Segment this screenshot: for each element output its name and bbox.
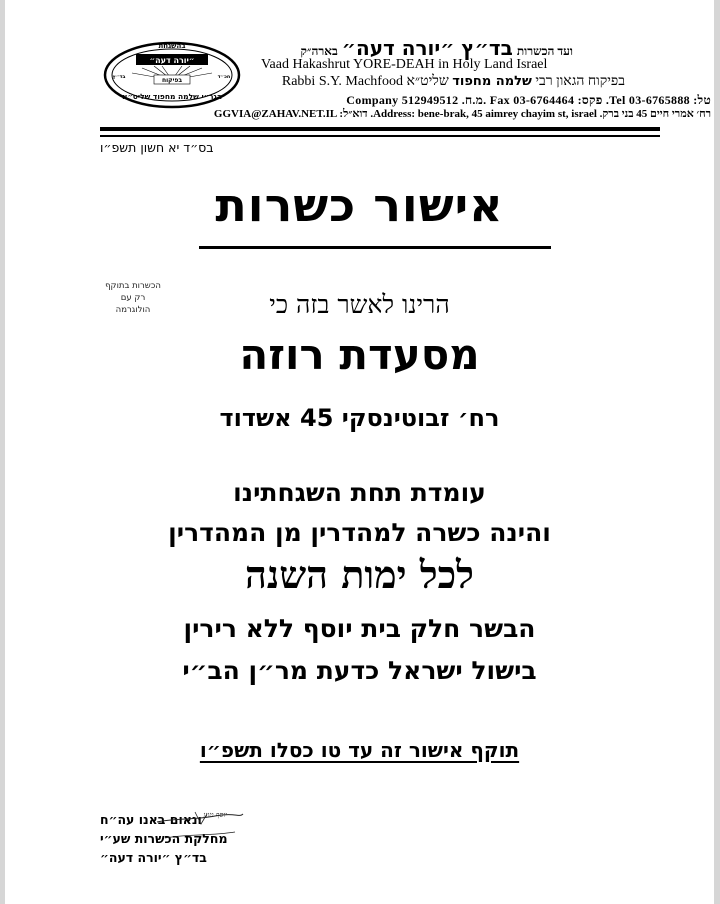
- rabbi-english-name: Rabbi S.Y. Machfood: [281, 74, 403, 89]
- rabbi-title: שליט״א: [406, 74, 449, 89]
- hologram-note-line: רק עם: [120, 293, 146, 303]
- handwritten-signature: [155, 808, 245, 842]
- certificate-page: [5, 0, 714, 904]
- supervision-prefix: בפיקוח הגאון רבי: [535, 74, 625, 89]
- svg-text:הגר״י שלמה מחפוד שליט״א: הגר״י שלמה מחפוד שליט״א: [122, 92, 222, 101]
- svg-text:יוסף טוגן: יוסף טוגן: [203, 811, 227, 819]
- supervision-line: [245, 74, 625, 90]
- svg-text:בפיקוח: בפיקוח: [162, 77, 182, 84]
- svg-text:חכ״ד: חכ״ד: [217, 74, 231, 80]
- organization-english-name: Vaad Hakashrut YORE-DEAH in Holy Land Israel: [261, 57, 548, 72]
- signature-line: ונאום באנו עה״ח: [100, 812, 202, 827]
- org-prefix: ועד הכשרות: [516, 44, 573, 58]
- meat-note: הבשר חלק בית יוסף ללא רירין: [183, 614, 536, 643]
- rabbi-hebrew-name: שלמה מחפוד: [452, 74, 532, 89]
- hologram-note-line: הכשרות בתוקף: [105, 281, 161, 291]
- viewer-scrollbar[interactable]: [714, 0, 720, 904]
- org-suffix: בארה״ק: [300, 44, 338, 58]
- bishul-note: בישול ישראל כדעת מר״ן הב״י: [182, 656, 537, 685]
- svg-text:בהשגחת: בהשגחת: [158, 42, 186, 50]
- business-address: רח׳ זבוטינסקי 45 אשדוד: [219, 404, 500, 432]
- hebrew-date: בס״ד יא חשון תשפ״ו: [100, 140, 214, 155]
- header-divider-thin: [100, 135, 660, 137]
- header-divider-thick: [100, 127, 660, 131]
- certificate-title: אישור כשרות: [215, 178, 504, 232]
- business-name: מסעדת רוזה: [239, 330, 480, 379]
- kashrut-seal-logo: [102, 40, 242, 110]
- under-supervision-text: עומדת תחת השגחתינו: [233, 478, 486, 507]
- company-contact-line: Company 512949512 .מ.ח. Fax 03-6764464 :פקס .Tel 03-6765888 :טל: [346, 93, 711, 107]
- address-email-line: GGVIA@ZAHAV.NET.IL :דוא״ל .Address: bene-brak, 45 aimrey chayim st, israel .רח׳ אמרי חיים 45 בני ברק: [213, 108, 711, 120]
- title-underline: [199, 246, 551, 249]
- signature-line: בד״ץ ״יורה דעה״: [100, 850, 207, 865]
- signature-line: מחלקת הכשרות שע״י: [100, 831, 228, 846]
- svg-text:בד״ץ: בד״ץ: [112, 74, 126, 80]
- svg-text:״יורה דעה״: ״יורה דעה״: [149, 56, 195, 65]
- all-year-text: לכל ימות השנה: [245, 552, 474, 597]
- hologram-note-line: הולוגרמה: [115, 305, 151, 315]
- org-name: בד״ץ ״יורה דעה״: [341, 36, 513, 60]
- validity-date: תוקף אישור זה עד טו כסלו תשפ״ו: [199, 738, 520, 762]
- kosher-level-text: והינה כשרה למהדרין מן המהדרין: [168, 518, 551, 547]
- hereby-certify-text: הרינו לאשר בזה כי: [269, 290, 450, 319]
